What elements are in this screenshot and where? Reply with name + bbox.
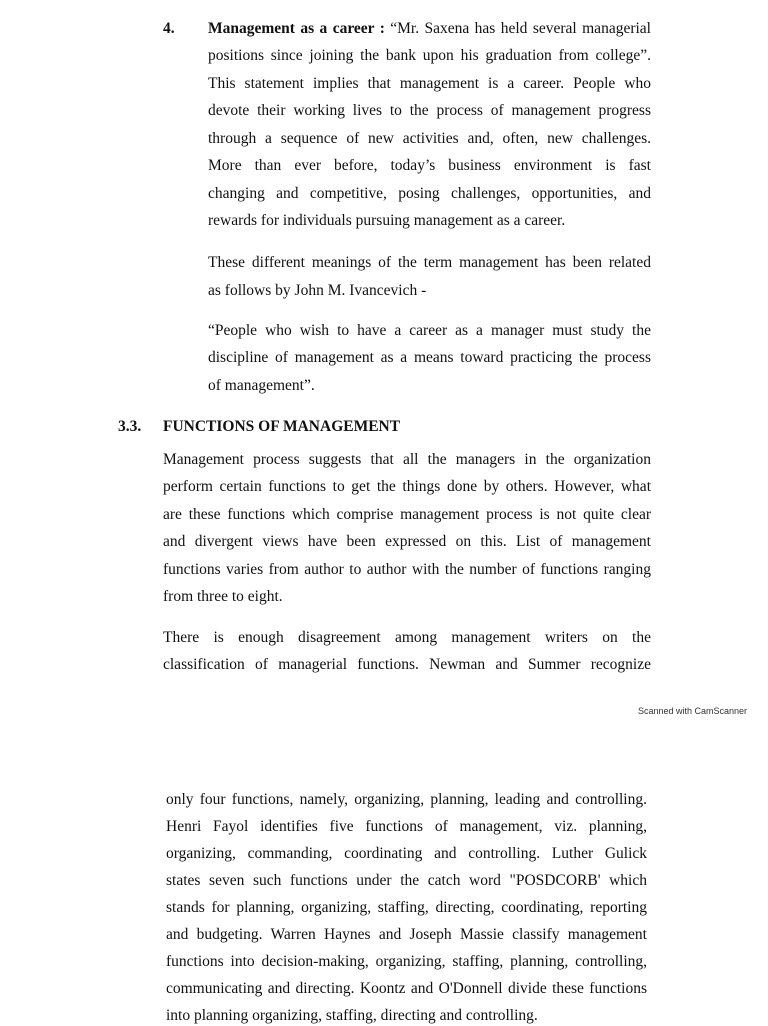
item-line: This statement implies that management is a career. People who — [208, 75, 651, 92]
paragraph-line: Management process suggests that all the managers in the organization — [163, 451, 651, 468]
item-line: through a sequence of new activities and, often, new challenges. — [208, 130, 651, 147]
paragraph-line: classification of managerial functions. Newman and Summer recognize — [163, 656, 651, 673]
quote-line: of management”. — [208, 377, 315, 394]
paragraph-line: are these functions which comprise management process is not quite clear — [163, 506, 651, 523]
paragraph-line: and divergent views have been expressed on this. List of management — [163, 533, 651, 550]
document-page-2 — [0, 740, 768, 1024]
item-line: devote their working lives to the process of management progress — [208, 102, 651, 119]
item-line: positions since joining the bank upon his graduation from college”. — [208, 47, 651, 64]
item-number: 4. — [163, 20, 175, 37]
paragraph-line: from three to eight. — [163, 588, 283, 605]
item-line: “Mr. Saxena has held several managerial — [390, 20, 651, 37]
item-line: changing and competitive, posing challenges, opportunities, and — [208, 185, 651, 202]
paragraph-line: organizing, commanding, coordinating and controlling. Luther Gulick — [166, 845, 647, 862]
paragraph-line: functions varies from author to author with the number of functions ranging — [163, 561, 651, 578]
paragraph-line: communicating and directing. Koontz and O'Donnell divide these functions — [166, 980, 647, 997]
paragraph-line: perform certain functions to get the things done by others. However, what — [163, 478, 651, 495]
section-heading: FUNCTIONS OF MANAGEMENT — [163, 418, 401, 435]
item-title: Management as a career : — [208, 20, 385, 37]
paragraph-line: functions into decision-making, organizing, staffing, planning, controlling, — [166, 953, 647, 970]
paragraph-line: Henri Fayol identifies five functions of management, viz. planning, — [166, 818, 647, 835]
paragraph-line: These different meanings of the term management has been related — [208, 254, 651, 271]
section-number: 3.3. — [118, 418, 142, 435]
paragraph-line: There is enough disagreement among management writers on the — [163, 629, 651, 646]
item-line: rewards for individuals pursuing management as a career. — [208, 212, 566, 229]
paragraph-line: into planning organizing, staffing, directing and controlling. — [166, 1007, 538, 1024]
scanner-watermark: Scanned with CamScanner — [638, 706, 748, 716]
quote-line: “People who wish to have a career as a manager must study the — [208, 322, 651, 339]
paragraph-line: and budgeting. Warren Haynes and Joseph Massie classify management — [166, 926, 647, 943]
paragraph-line: as follows by John M. Ivancevich - — [208, 282, 427, 299]
paragraph-line: states seven such functions under the catch word "POSDCORB' which — [166, 872, 647, 889]
paragraph-line: only four functions, namely, organizing, planning, leading and controlling. — [166, 791, 647, 808]
paragraph-line: stands for planning, organizing, staffing, directing, coordinating, reporting — [166, 899, 647, 916]
item-line: More than ever before, today’s business environment is fast — [208, 157, 651, 174]
item-first-line — [208, 19, 651, 39]
quote-line: discipline of management as a means toward practicing the process — [208, 349, 651, 366]
